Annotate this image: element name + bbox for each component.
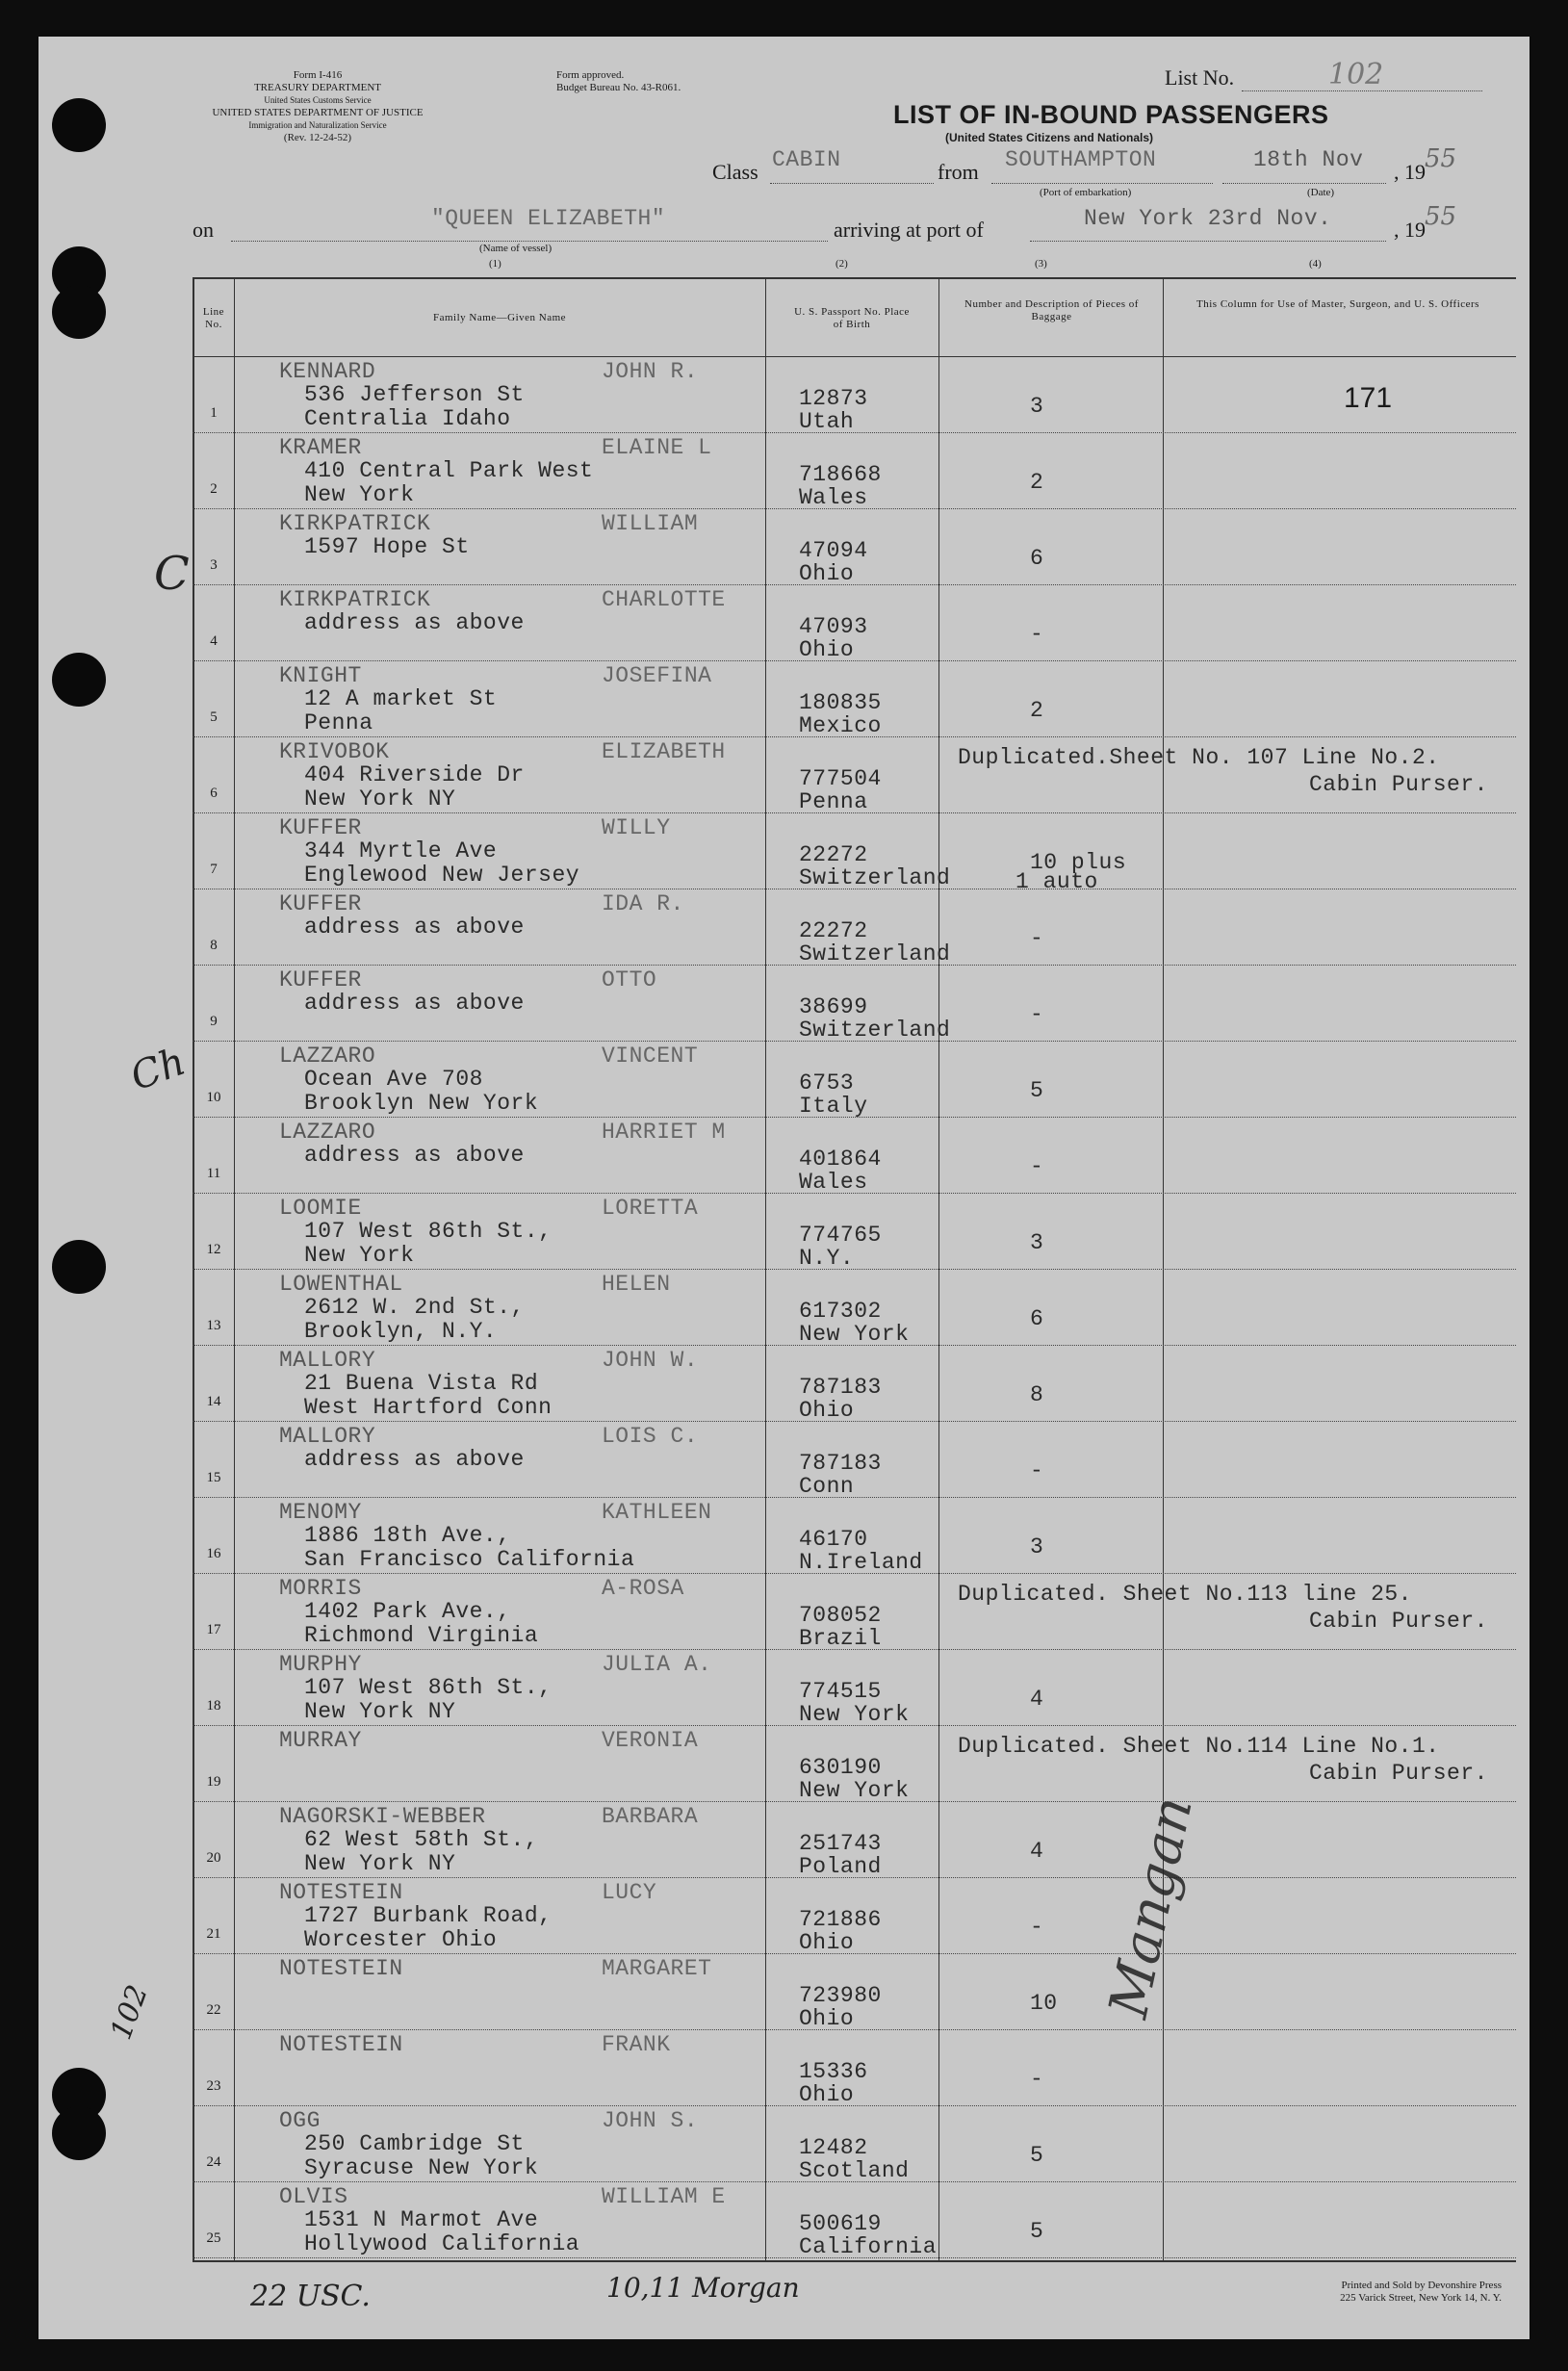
passenger-manifest-page bbox=[39, 37, 1529, 2339]
row-given-name: WILLY bbox=[602, 815, 671, 840]
arrival-year-suffix: 55 bbox=[1425, 202, 1457, 231]
row-baggage: 3 bbox=[1030, 394, 1044, 419]
row-address-1: 2612 W. 2nd St., bbox=[304, 1295, 525, 1320]
row-divider bbox=[193, 1269, 1516, 1270]
row-address-1: Ocean Ave 708 bbox=[304, 1067, 483, 1092]
row-address-1: 62 West 58th St., bbox=[304, 1827, 539, 1852]
row-address-1: 1727 Burbank Road, bbox=[304, 1903, 553, 1928]
row-family-name: LAZZARO bbox=[279, 1044, 376, 1069]
row-number: 2 bbox=[210, 481, 218, 497]
row-given-name: HELEN bbox=[602, 1272, 671, 1297]
row-address-1: 107 West 86th St., bbox=[304, 1675, 553, 1700]
arrival-year-prefix: , 19 bbox=[1394, 218, 1426, 242]
row-passport-no: 630190 bbox=[799, 1755, 882, 1780]
table-bottom-rule bbox=[193, 2260, 1516, 2262]
row-passport-no: 723980 bbox=[799, 1983, 882, 2008]
column-head-officers: This Column for Use of Master, Surgeon, and U. S. Officers bbox=[1196, 298, 1479, 310]
row-officer-note-2: Cabin Purser. bbox=[1309, 772, 1488, 797]
margin-number: 102 bbox=[104, 1980, 155, 2045]
row-baggage: 6 bbox=[1030, 546, 1044, 571]
row-given-name: WILLIAM bbox=[602, 511, 699, 536]
row-birthplace: N.Ireland bbox=[799, 1550, 923, 1575]
row-address-1: 1531 N Marmot Ave bbox=[304, 2207, 539, 2232]
row-baggage: 8 bbox=[1030, 1382, 1044, 1407]
row-number: 8 bbox=[210, 938, 218, 953]
row-family-name: NOTESTEIN bbox=[279, 1880, 403, 1905]
footer-note: 22 USC. bbox=[250, 2280, 371, 2313]
row-passport-no: 787183 bbox=[799, 1451, 882, 1476]
row-address-1: 1886 18th Ave., bbox=[304, 1523, 511, 1548]
row-address-1: 21 Buena Vista Rd bbox=[304, 1371, 539, 1396]
row-passport-no: 500619 bbox=[799, 2211, 882, 2236]
row-passport-no: 708052 bbox=[799, 1603, 882, 1628]
row-number: 25 bbox=[206, 2230, 221, 2246]
arrival-value: New York 23rd Nov. bbox=[1084, 206, 1332, 231]
row-address-2: West Hartford Conn bbox=[304, 1395, 553, 1420]
arrival-line bbox=[1030, 241, 1386, 242]
row-officer-note-2: Cabin Purser. bbox=[1309, 1761, 1488, 1786]
row-given-name: LOIS C. bbox=[602, 1424, 699, 1449]
departure-date: 18th Nov bbox=[1253, 147, 1364, 172]
row-number: 19 bbox=[206, 1774, 221, 1790]
col-num-2: (2) bbox=[835, 258, 848, 270]
row-number: 5 bbox=[210, 709, 218, 725]
row-family-name: LAZZARO bbox=[279, 1120, 376, 1145]
row-baggage: 4 bbox=[1030, 1687, 1044, 1712]
class-value: CABIN bbox=[772, 147, 841, 172]
row-given-name: OTTO bbox=[602, 967, 657, 992]
row-given-name: BARBARA bbox=[602, 1804, 699, 1829]
form-approved: Form approved. bbox=[556, 69, 625, 81]
margin-mark-2: Ch bbox=[124, 1039, 192, 1100]
row-baggage: 10 bbox=[1030, 1991, 1058, 2016]
on-label: on bbox=[193, 218, 214, 242]
row-officer-note: Duplicated.Sheet No. 107 Line No.2. bbox=[958, 745, 1440, 770]
row-family-name: LOOMIE bbox=[279, 1196, 362, 1221]
footer-signature: 10,11 Morgan bbox=[606, 2272, 800, 2304]
row-number: 3 bbox=[210, 557, 218, 573]
row-passport-no: 617302 bbox=[799, 1299, 882, 1324]
printer-credit bbox=[1174, 2280, 1502, 2305]
row-divider bbox=[193, 660, 1516, 661]
col-divider-passport bbox=[765, 277, 766, 2262]
col-num-4: (4) bbox=[1309, 258, 1322, 270]
row-address-2: Richmond Virginia bbox=[304, 1623, 539, 1648]
row-address-2: Syracuse New York bbox=[304, 2155, 539, 2180]
budget-bureau: Budget Bureau No. 43-R061. bbox=[556, 82, 681, 93]
row-family-name: MALLORY bbox=[279, 1424, 376, 1449]
row-given-name: MARGARET bbox=[602, 1956, 712, 1981]
row-family-name: MALLORY bbox=[279, 1348, 376, 1373]
row-baggage: - bbox=[1030, 1915, 1044, 1940]
row-address-2: New York NY bbox=[304, 1699, 456, 1724]
row-given-name: ELAINE L bbox=[602, 435, 712, 460]
row-family-name: NOTESTEIN bbox=[279, 1956, 403, 1981]
from-line bbox=[991, 183, 1213, 184]
immigration-service: Immigration and Naturalization Service bbox=[248, 120, 387, 130]
row-divider bbox=[193, 584, 1516, 585]
row-passport-no: 47093 bbox=[799, 614, 868, 639]
row-address-1: 107 West 86th St., bbox=[304, 1219, 553, 1244]
row-address-1: 410 Central Park West bbox=[304, 458, 594, 483]
row-given-name: VERONIA bbox=[602, 1728, 699, 1753]
row-baggage: 4 bbox=[1030, 1839, 1044, 1864]
row-birthplace: Mexico bbox=[799, 713, 882, 738]
row-family-name: KRAMER bbox=[279, 435, 362, 460]
departure-year-suffix: 55 bbox=[1425, 144, 1457, 173]
row-divider bbox=[193, 1421, 1516, 1422]
row-family-name: KENNARD bbox=[279, 359, 376, 384]
row-family-name: MURRAY bbox=[279, 1728, 362, 1753]
row-birthplace: Wales bbox=[799, 485, 868, 510]
row-number: 9 bbox=[210, 1014, 218, 1029]
col-divider-name bbox=[234, 277, 235, 2262]
row-number: 11 bbox=[206, 1166, 221, 1181]
row-birthplace: Utah bbox=[799, 409, 855, 434]
row-passport-no: 718668 bbox=[799, 462, 882, 487]
row-address-2: Worcester Ohio bbox=[304, 1927, 498, 1952]
row-birthplace: Penna bbox=[799, 789, 868, 814]
row-officer-note: 171 bbox=[1344, 382, 1393, 414]
row-given-name: WILLIAM E bbox=[602, 2184, 726, 2209]
treasury-department: TREASURY DEPARTMENT bbox=[253, 82, 382, 93]
binder-hole-1 bbox=[52, 98, 106, 152]
row-number: 21 bbox=[206, 1926, 221, 1942]
date-line bbox=[1222, 183, 1386, 184]
row-address-1: 344 Myrtle Ave bbox=[304, 838, 498, 863]
row-given-name: JULIA A. bbox=[602, 1652, 712, 1677]
row-birthplace: Wales bbox=[799, 1170, 868, 1195]
column-head-line-no: Line No. bbox=[202, 306, 225, 330]
row-baggage: 3 bbox=[1030, 1230, 1044, 1255]
row-address-2: Hollywood California bbox=[304, 2231, 580, 2256]
row-number: 22 bbox=[206, 2002, 221, 2018]
port-caption: (Port of embarkation) bbox=[1040, 187, 1132, 198]
col-num-1: (1) bbox=[489, 258, 501, 270]
row-passport-no: 774765 bbox=[799, 1223, 882, 1248]
departure-year-prefix: , 19 bbox=[1394, 160, 1426, 184]
row-number: 16 bbox=[206, 1546, 221, 1561]
row-baggage: - bbox=[1030, 1458, 1044, 1483]
arriving-label: arriving at port of bbox=[834, 218, 984, 242]
form-number: Form I-416 bbox=[293, 69, 343, 81]
row-baggage: 3 bbox=[1030, 1534, 1044, 1559]
row-passport-no: 787183 bbox=[799, 1375, 882, 1400]
row-number: 20 bbox=[206, 1850, 221, 1866]
row-family-name: KRIVOBOK bbox=[279, 739, 390, 764]
row-address-2: Brooklyn New York bbox=[304, 1091, 539, 1116]
row-given-name: KATHLEEN bbox=[602, 1500, 712, 1525]
row-family-name: LOWENTHAL bbox=[279, 1272, 403, 1297]
signature-scrawl: Mangan bbox=[1097, 1791, 1205, 2023]
row-number: 13 bbox=[206, 1318, 221, 1333]
class-line bbox=[770, 183, 934, 184]
row-baggage: 5 bbox=[1030, 2219, 1044, 2244]
row-address-1: 250 Cambridge St bbox=[304, 2131, 525, 2156]
list-no-value: 102 bbox=[1328, 58, 1384, 91]
row-officer-note: Duplicated. Sheet No.114 Line No.1. bbox=[958, 1734, 1440, 1759]
row-family-name: KIRKPATRICK bbox=[279, 587, 431, 612]
page-subtitle: (United States Citizens and Nationals) bbox=[945, 131, 1154, 144]
table-top-rule bbox=[193, 277, 1516, 279]
row-address-1: address as above bbox=[304, 1447, 525, 1472]
row-family-name: KUFFER bbox=[279, 891, 362, 916]
row-baggage-2: 1 auto bbox=[1015, 869, 1098, 894]
column-head-passport: U. S. Passport No. Place of Birth bbox=[794, 306, 910, 330]
row-birthplace: Ohio bbox=[799, 2082, 855, 2107]
row-divider bbox=[193, 2105, 1516, 2106]
row-family-name: MURPHY bbox=[279, 1652, 362, 1677]
row-family-name: NAGORSKI-WEBBER bbox=[279, 1804, 486, 1829]
row-passport-no: 22272 bbox=[799, 842, 868, 867]
row-birthplace: Conn bbox=[799, 1474, 855, 1499]
row-number: 7 bbox=[210, 862, 218, 877]
row-family-name: KUFFER bbox=[279, 815, 362, 840]
row-given-name: JOHN S. bbox=[602, 2108, 699, 2133]
row-birthplace: N.Y. bbox=[799, 1246, 855, 1271]
row-number: 23 bbox=[206, 2078, 221, 2094]
row-number: 12 bbox=[206, 1242, 221, 1257]
row-officer-note-2: Cabin Purser. bbox=[1309, 1609, 1488, 1634]
row-given-name: VINCENT bbox=[602, 1044, 699, 1069]
row-number: 1 bbox=[210, 405, 218, 421]
row-given-name: A-ROSA bbox=[602, 1576, 684, 1601]
row-family-name: MORRIS bbox=[279, 1576, 362, 1601]
row-family-name: NOTESTEIN bbox=[279, 2032, 403, 2057]
row-baggage: 2 bbox=[1030, 698, 1044, 723]
row-address-1: address as above bbox=[304, 915, 525, 940]
form-revision: (Rev. 12-24-52) bbox=[283, 132, 352, 143]
row-number: 24 bbox=[206, 2154, 221, 2170]
row-birthplace: Scotland bbox=[799, 2158, 910, 2183]
row-birthplace: Ohio bbox=[799, 1398, 855, 1423]
row-passport-no: 15336 bbox=[799, 2059, 868, 2084]
row-passport-no: 22272 bbox=[799, 918, 868, 943]
row-address-2: New York NY bbox=[304, 1851, 456, 1876]
row-address-1: address as above bbox=[304, 991, 525, 1016]
vessel-name: "QUEEN ELIZABETH" bbox=[431, 206, 666, 231]
row-birthplace: New York bbox=[799, 1322, 910, 1347]
row-passport-no: 12482 bbox=[799, 2135, 868, 2160]
row-birthplace: Ohio bbox=[799, 2006, 855, 2031]
row-passport-no: 46170 bbox=[799, 1527, 868, 1552]
margin-mark: C bbox=[154, 547, 190, 601]
form-block bbox=[183, 69, 452, 144]
row-passport-no: 774515 bbox=[799, 1679, 882, 1704]
from-value: SOUTHAMPTON bbox=[1005, 147, 1157, 172]
row-birthplace: Ohio bbox=[799, 1930, 855, 1955]
row-address-2: New York bbox=[304, 482, 415, 507]
justice-department: UNITED STATES DEPARTMENT OF JUSTICE bbox=[212, 107, 424, 118]
row-address-1: address as above bbox=[304, 1143, 525, 1168]
row-given-name: JOHN R. bbox=[602, 359, 699, 384]
class-label: Class bbox=[712, 160, 758, 184]
row-baggage: - bbox=[1030, 926, 1044, 951]
row-address-2: Penna bbox=[304, 710, 373, 735]
row-baggage: 6 bbox=[1030, 1306, 1044, 1331]
row-birthplace: Italy bbox=[799, 1094, 868, 1119]
row-divider bbox=[193, 1953, 1516, 1954]
col-num-3: (3) bbox=[1035, 258, 1047, 270]
column-head-baggage: Number and Description of Pieces of Baggage bbox=[964, 298, 1139, 322]
row-address-1: 404 Riverside Dr bbox=[304, 762, 525, 787]
row-address-1: 1597 Hope St bbox=[304, 534, 470, 559]
row-address-1: 1402 Park Ave., bbox=[304, 1599, 511, 1624]
approval-block bbox=[556, 69, 681, 94]
row-passport-no: 180835 bbox=[799, 690, 882, 715]
printer-line-1: Printed and Sold by Devonshire Press bbox=[1341, 2280, 1502, 2291]
column-head-name: Family Name—Given Name bbox=[432, 312, 567, 323]
row-baggage: - bbox=[1030, 1002, 1044, 1027]
row-baggage: 5 bbox=[1030, 2143, 1044, 2168]
binder-hole-7 bbox=[52, 2106, 106, 2160]
row-family-name: OLVIS bbox=[279, 2184, 348, 2209]
row-baggage: 10 plus bbox=[1030, 850, 1127, 875]
row-address-2: New York NY bbox=[304, 786, 456, 812]
row-address-2: Englewood New Jersey bbox=[304, 863, 580, 888]
row-given-name: FRANK bbox=[602, 2032, 671, 2057]
row-baggage: - bbox=[1030, 622, 1044, 647]
vessel-caption: (Name of vessel) bbox=[479, 243, 553, 254]
row-number: 18 bbox=[206, 1698, 221, 1714]
row-baggage: 2 bbox=[1030, 470, 1044, 495]
row-birthplace: New York bbox=[799, 1702, 910, 1727]
header-bottom-rule bbox=[193, 356, 1516, 357]
vessel-line bbox=[231, 241, 828, 242]
row-family-name: KIRKPATRICK bbox=[279, 511, 431, 536]
row-number: 4 bbox=[210, 633, 218, 649]
row-number: 14 bbox=[206, 1394, 221, 1409]
row-birthplace: Switzerland bbox=[799, 1018, 951, 1043]
row-baggage: - bbox=[1030, 1154, 1044, 1179]
page-title: LIST OF IN-BOUND PASSENGERS bbox=[893, 100, 1329, 129]
row-divider bbox=[193, 2029, 1516, 2030]
row-address-2: Centralia Idaho bbox=[304, 406, 511, 431]
row-family-name: KUFFER bbox=[279, 967, 362, 992]
row-passport-no: 721886 bbox=[799, 1907, 882, 1932]
binder-hole-4 bbox=[52, 653, 106, 707]
row-address-1: 12 A market St bbox=[304, 686, 498, 711]
row-given-name: LORETTA bbox=[602, 1196, 699, 1221]
row-number: 17 bbox=[206, 1622, 221, 1637]
col-divider-line bbox=[193, 277, 194, 2262]
row-baggage: - bbox=[1030, 2067, 1044, 2092]
date-caption: (Date) bbox=[1307, 187, 1335, 198]
row-given-name: HARRIET M bbox=[602, 1120, 726, 1145]
row-family-name: OGG bbox=[279, 2108, 321, 2133]
row-passport-no: 12873 bbox=[799, 386, 868, 411]
row-number: 10 bbox=[206, 1090, 221, 1105]
row-baggage: 5 bbox=[1030, 1078, 1044, 1103]
row-passport-no: 401864 bbox=[799, 1147, 882, 1172]
binder-hole-5 bbox=[52, 1240, 106, 1294]
row-given-name: JOSEFINA bbox=[602, 663, 712, 688]
list-no-label: List No. bbox=[1165, 65, 1235, 90]
row-given-name: LUCY bbox=[602, 1880, 657, 1905]
row-address-2: Brooklyn, N.Y. bbox=[304, 1319, 498, 1344]
row-given-name: JOHN W. bbox=[602, 1348, 699, 1373]
printer-line-2: 225 Varick Street, New York 14, N. Y. bbox=[1340, 2292, 1502, 2304]
customs-service: United States Customs Service bbox=[264, 95, 372, 105]
row-passport-no: 777504 bbox=[799, 766, 882, 791]
row-birthplace: Ohio bbox=[799, 561, 855, 586]
row-given-name: CHARLOTTE bbox=[602, 587, 726, 612]
row-passport-no: 38699 bbox=[799, 994, 868, 1019]
row-birthplace: Poland bbox=[799, 1854, 882, 1879]
row-birthplace: Switzerland bbox=[799, 865, 951, 890]
row-address-2: San Francisco California bbox=[304, 1547, 635, 1572]
row-passport-no: 6753 bbox=[799, 1070, 855, 1095]
row-family-name: KNIGHT bbox=[279, 663, 362, 688]
row-address-1: 536 Jefferson St bbox=[304, 382, 525, 407]
row-address-2: New York bbox=[304, 1243, 415, 1268]
from-label: from bbox=[938, 160, 979, 184]
row-officer-note: Duplicated. Sheet No.113 line 25. bbox=[958, 1582, 1412, 1607]
col-divider-baggage bbox=[938, 277, 939, 2262]
row-given-name: IDA R. bbox=[602, 891, 684, 916]
row-number: 6 bbox=[210, 786, 218, 801]
row-passport-no: 251743 bbox=[799, 1831, 882, 1856]
row-passport-no: 47094 bbox=[799, 538, 868, 563]
row-divider bbox=[193, 432, 1516, 433]
row-family-name: MENOMY bbox=[279, 1500, 362, 1525]
row-birthplace: California bbox=[799, 2234, 938, 2259]
row-given-name: ELIZABETH bbox=[602, 739, 726, 764]
binder-hole-3 bbox=[52, 285, 106, 339]
row-birthplace: Brazil bbox=[799, 1626, 882, 1651]
row-divider bbox=[193, 1497, 1516, 1498]
row-birthplace: Switzerland bbox=[799, 941, 951, 966]
row-birthplace: New York bbox=[799, 1778, 910, 1803]
row-number: 15 bbox=[206, 1470, 221, 1485]
row-birthplace: Ohio bbox=[799, 637, 855, 662]
row-address-1: address as above bbox=[304, 610, 525, 635]
